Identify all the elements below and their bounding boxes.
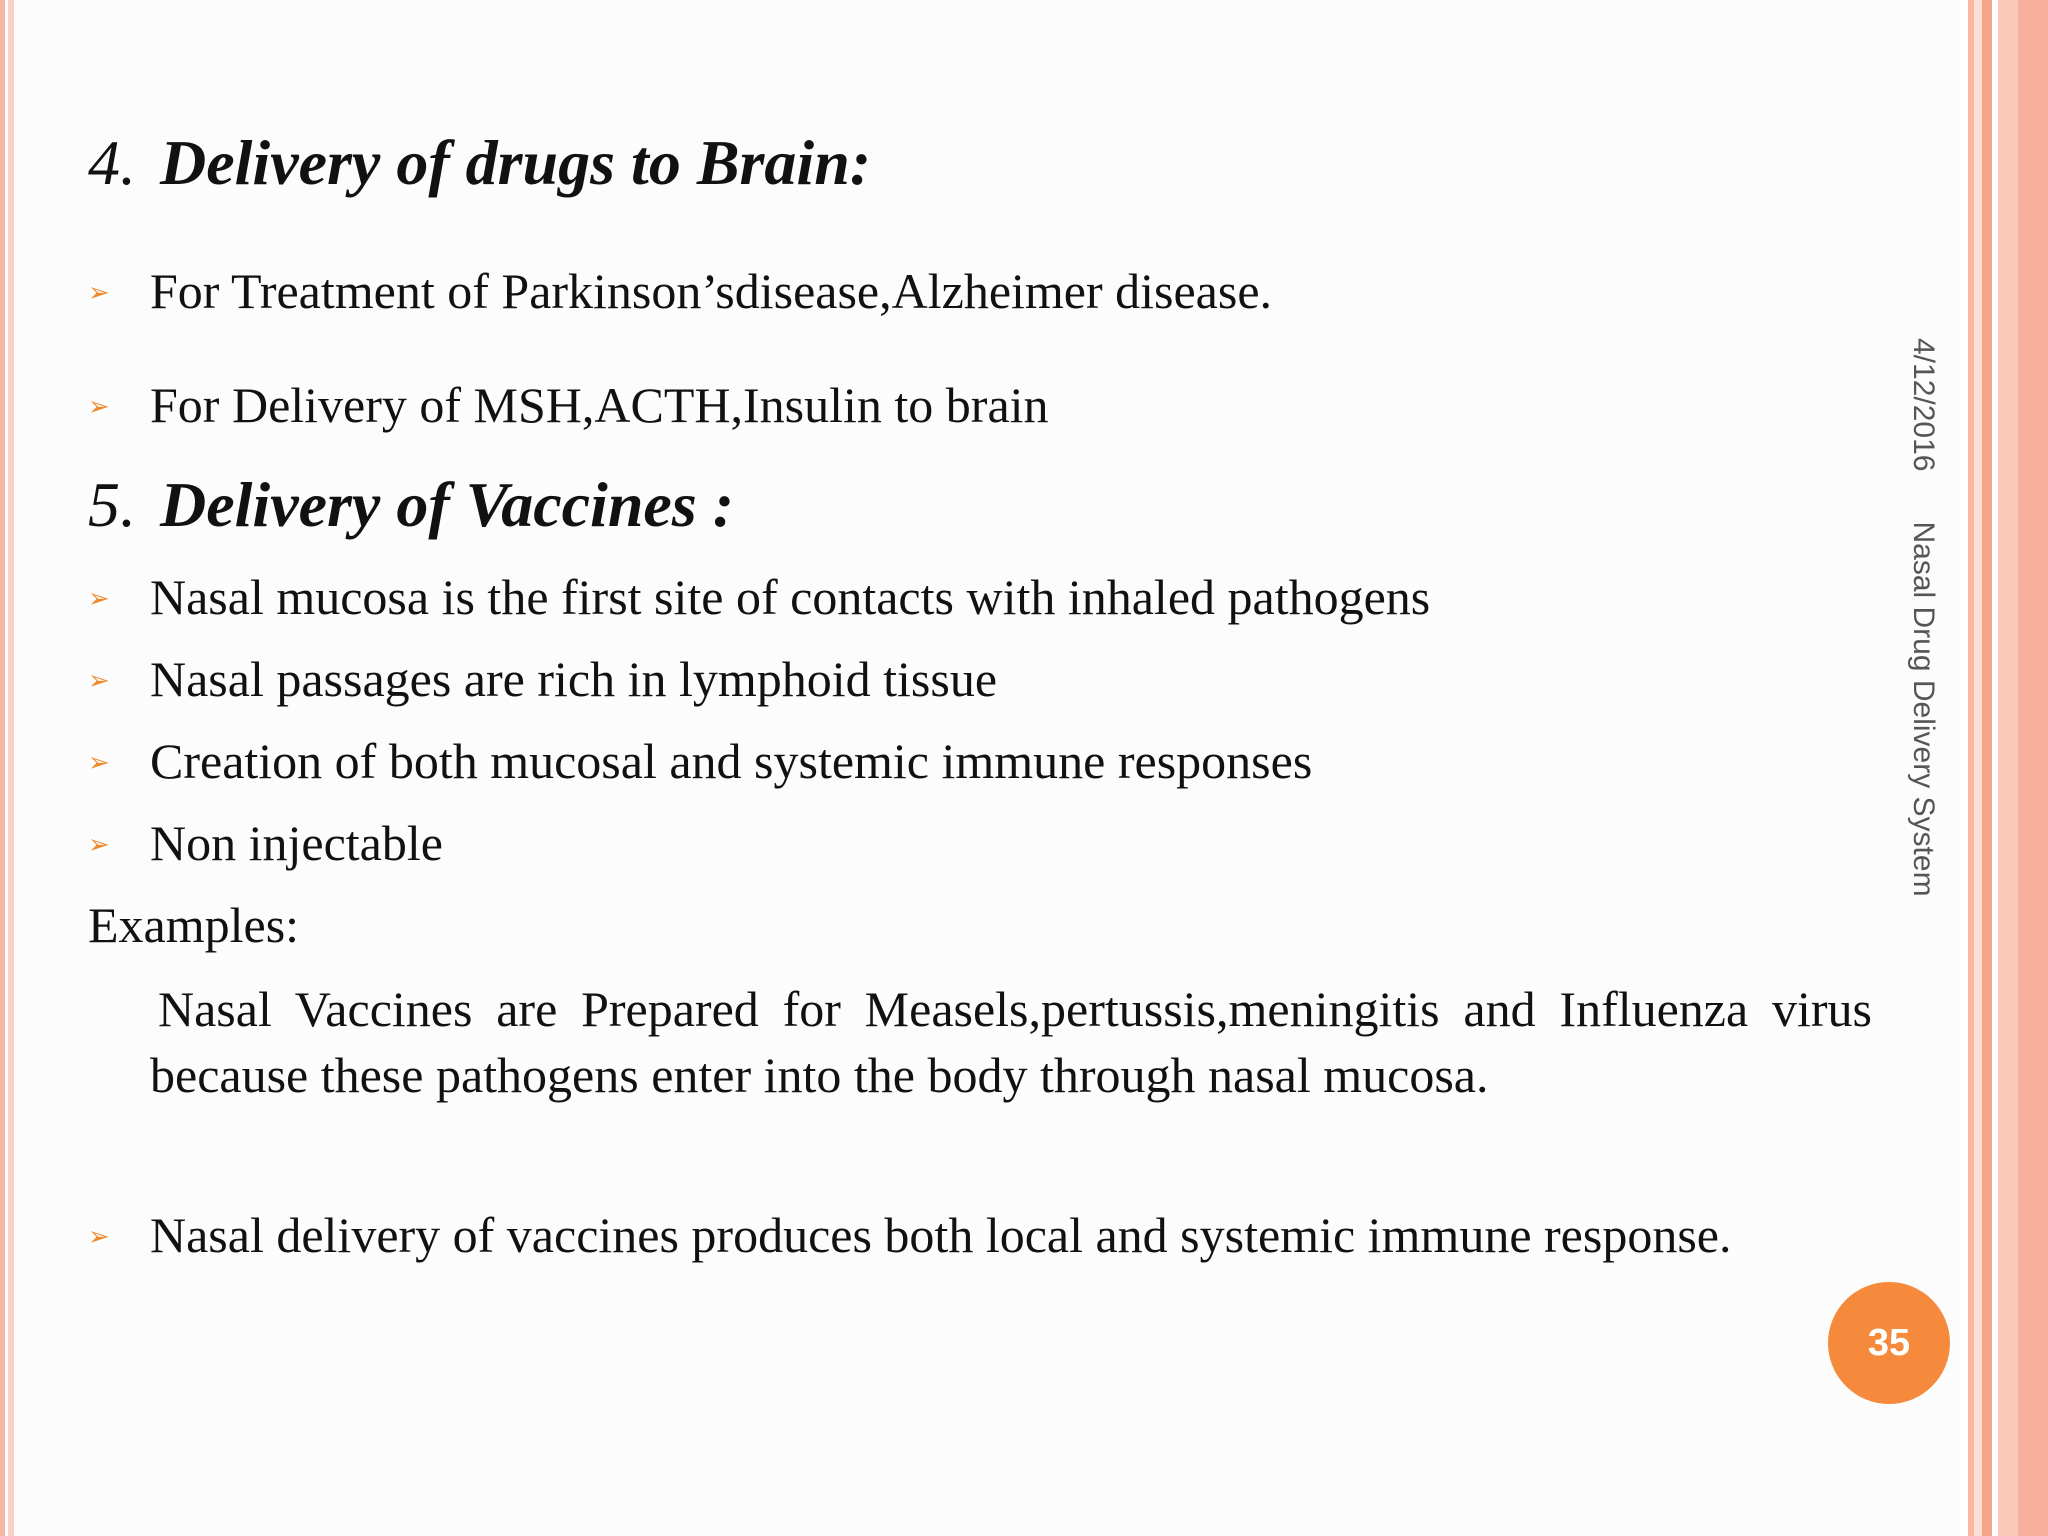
examples-label: Examples: [88, 897, 300, 953]
slide-date: 4/12/2016 [1907, 338, 1940, 472]
presentation-title: Nasal Drug Delivery System [1907, 521, 1940, 897]
arrow-bullet-icon: ➢ [88, 391, 110, 422]
arrow-bullet-icon: ➢ [88, 1221, 110, 1252]
bullet-text: Nasal passages are rich in lymphoid tissue [150, 651, 998, 707]
list-item [88, 262, 1272, 320]
bullet-text: Non injectable [150, 815, 443, 871]
bullet-text: For Treatment of Parkinson’sdisease,Alzheimer disease. [150, 263, 1273, 319]
list-item [88, 1206, 1731, 1264]
section-4-title: Delivery of drugs to Brain: [160, 127, 872, 198]
arrow-bullet-icon: ➢ [88, 277, 110, 308]
list-item [88, 650, 997, 708]
arrow-bullet-icon: ➢ [88, 747, 110, 778]
section-4-heading [88, 126, 871, 200]
list-item [88, 814, 443, 872]
section-5-heading [88, 468, 734, 542]
bullet-text: Nasal mucosa is the first site of contacts with inhaled pathogens [150, 569, 1431, 625]
section-4-number: 4. [88, 127, 136, 198]
section-5-title: Delivery of Vaccines : [160, 469, 735, 540]
list-item [88, 732, 1312, 790]
left-border-stripe [0, 0, 14, 1536]
section-5-number: 5. [88, 469, 136, 540]
bullet-text: Nasal delivery of vaccines produces both local and systemic immune response. [150, 1207, 1732, 1263]
page-number-badge: 35 [1828, 1282, 1950, 1404]
arrow-bullet-icon: ➢ [88, 583, 110, 614]
right-decorative-bars [1960, 0, 2048, 1536]
list-item [88, 376, 1049, 434]
vertical-footer [1906, 338, 1940, 897]
list-item [88, 568, 1430, 626]
examples-paragraph: Nasal Vaccines are Prepared for Measels,pertussis,meningitis and Influenza virus because these pathogens enter into the body through nasal mucosa. [150, 981, 1872, 1103]
bullet-text: Creation of both mucosal and systemic immune responses [150, 733, 1313, 789]
arrow-bullet-icon: ➢ [88, 829, 110, 860]
arrow-bullet-icon: ➢ [88, 665, 110, 696]
bullet-text: For Delivery of MSH,ACTH,Insulin to brain [150, 377, 1049, 433]
